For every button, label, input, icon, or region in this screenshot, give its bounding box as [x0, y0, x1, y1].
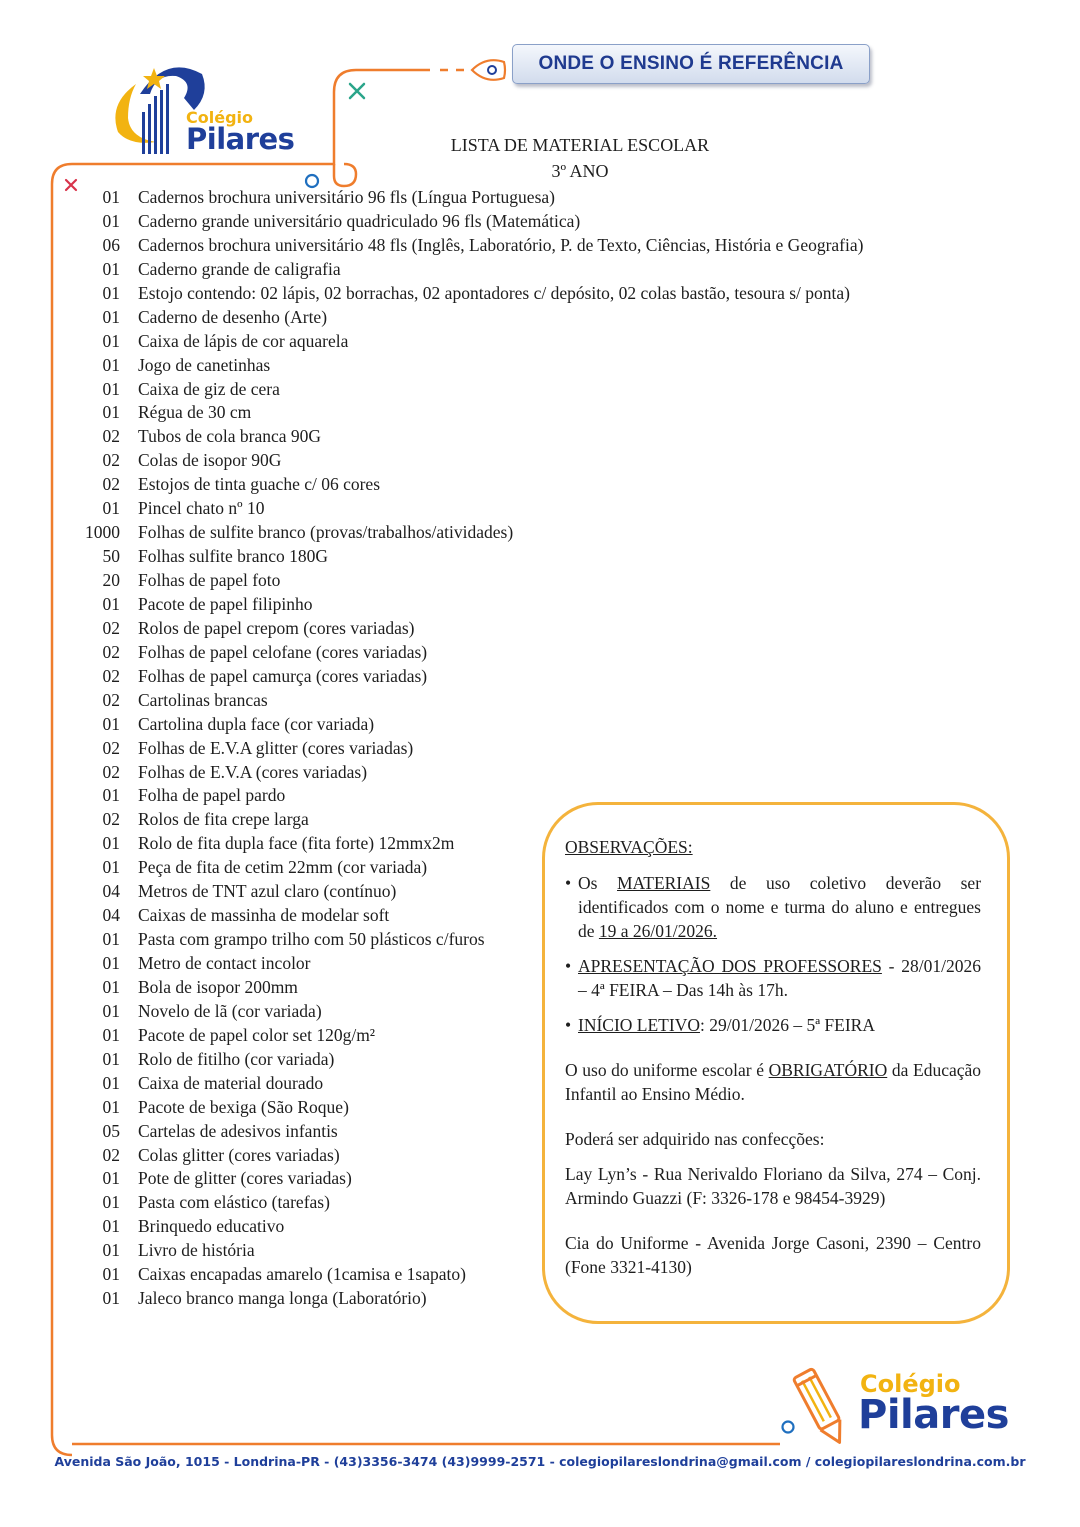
item-description: Cartolinas brancas	[138, 689, 268, 710]
observation-item-start: • INÍCIO LETIVO: 29/01/2026 – 5ª FEIRA	[565, 1015, 875, 1035]
list-item	[72, 593, 863, 617]
item-description: Caderno grande de caligrafia	[138, 258, 341, 279]
item-quantity: 50	[102, 546, 120, 567]
item-quantity: 01	[102, 1048, 120, 1069]
observations-box	[542, 802, 1010, 1324]
list-item	[72, 354, 863, 378]
item-description: Tubos de cola branca 90G	[138, 426, 322, 447]
title-line-2: 3º ANO	[551, 161, 609, 181]
item-description: Cartelas de adesivos infantis	[138, 1120, 338, 1141]
item-description: Pote de glitter (cores variadas)	[138, 1168, 352, 1189]
item-description: Rolo de fitilho (cor variada)	[138, 1048, 335, 1069]
item-description: Rolo de fita dupla face (fita forte) 12mmx2m	[138, 833, 455, 854]
bullet-icon: •	[565, 1015, 572, 1035]
item-description: Colas glitter (cores variadas)	[138, 1144, 340, 1165]
item-description: Folhas de E.V.A glitter (cores variadas)	[138, 737, 414, 758]
list-item	[72, 378, 863, 402]
item-quantity: 01	[102, 498, 120, 519]
item-description: Caixa de material dourado	[138, 1072, 324, 1093]
observation-item-presentation: • APRESENTAÇÃO DOS PROFESSORES - 28/01/2026 – 4ª FEIRA – Das 14h às 17h.	[565, 956, 981, 1000]
item-quantity: 06	[102, 234, 120, 255]
item-description: Colas de isopor 90G	[138, 450, 282, 471]
list-item	[72, 689, 863, 713]
item-description: Folhas de sulfite branco (provas/trabalhos/atividades)	[138, 522, 514, 543]
item-quantity: 01	[102, 976, 120, 997]
item-quantity: 04	[102, 881, 120, 902]
list-item	[72, 497, 863, 521]
item-quantity: 02	[102, 641, 120, 662]
item-description: Caixa de lápis de cor aquarela	[138, 330, 349, 351]
item-quantity: 01	[102, 593, 120, 614]
item-description: Rolos de fita crepe larga	[138, 809, 309, 830]
item-description: Régua de 30 cm	[138, 402, 252, 423]
title-line-1: LISTA DE MATERIAL ESCOLAR	[450, 135, 710, 155]
item-quantity: 01	[102, 282, 120, 303]
list-item	[72, 186, 863, 210]
item-description: Brinquedo educativo	[138, 1216, 285, 1237]
item-description: Metros de TNT azul claro (contínuo)	[138, 881, 397, 902]
item-quantity: 01	[102, 1072, 120, 1093]
item-quantity: 01	[102, 210, 120, 231]
item-description: Jogo de canetinhas	[138, 354, 271, 375]
item-quantity: 05	[102, 1120, 120, 1141]
item-quantity: 02	[102, 809, 120, 830]
item-quantity: 01	[102, 1216, 120, 1237]
item-quantity: 01	[102, 354, 120, 375]
list-item	[72, 521, 863, 545]
list-item	[72, 665, 863, 689]
item-quantity: 01	[102, 1264, 120, 1285]
item-description: Pasta com grampo trilho com 50 plásticos c/furos	[138, 929, 485, 950]
item-quantity: 02	[102, 689, 120, 710]
observation-item-materials: • Os MATERIAIS de uso coletivo deverão ser identificados com o nome e turma do aluno e entregues de 19 a 26/01/2026.	[565, 873, 982, 941]
item-description: Bola de isopor 200mm	[138, 976, 298, 997]
item-quantity: 1000	[85, 522, 120, 543]
list-item	[72, 713, 863, 737]
item-quantity: 01	[102, 833, 120, 854]
item-quantity: 01	[102, 378, 120, 399]
cross-icon-teal	[350, 84, 364, 98]
bullet-icon: •	[565, 956, 572, 976]
observations-heading: OBSERVAÇÕES:	[565, 837, 693, 857]
item-quantity: 02	[102, 450, 120, 471]
logo-text-colegio: Colégio	[186, 108, 253, 127]
list-item	[72, 473, 863, 497]
item-description: Peça de fita de cetim 22mm (cor variada)	[138, 857, 428, 878]
item-quantity: 02	[102, 426, 120, 447]
item-quantity: 02	[102, 737, 120, 758]
item-quantity: 01	[102, 187, 120, 207]
item-description: Estojos de tinta guache c/ 06 cores	[138, 474, 381, 495]
item-description: Cartolina dupla face (cor variada)	[138, 713, 375, 734]
item-description: Livro de história	[138, 1240, 255, 1261]
item-quantity: 04	[102, 905, 120, 926]
item-description: Folhas de papel camurça (cores variadas)	[138, 665, 428, 686]
item-description: Caixa de giz de cera	[138, 378, 280, 399]
footer-contact: Avenida São João, 1015 - Londrina-PR - (43)3356-3474 (43)9999-2571 - colegiopilareslondrina@gmail.com / colegiopilareslondrina.com.br	[54, 1454, 1026, 1469]
logo-text-pilares: Pilares	[858, 1392, 1009, 1438]
list-item	[72, 449, 863, 473]
item-quantity: 01	[102, 402, 120, 423]
list-item	[72, 641, 863, 665]
item-quantity: 02	[102, 665, 120, 686]
item-description: Jaleco branco manga longa (Laboratório)	[138, 1288, 427, 1309]
logo-text-colegio: Colégio	[860, 1370, 961, 1398]
item-description: Caderno de desenho (Arte)	[138, 306, 328, 327]
document-title	[430, 132, 730, 184]
item-description: Pasta com elástico (tarefas)	[138, 1192, 330, 1213]
list-item	[72, 210, 863, 234]
item-quantity: 01	[102, 330, 120, 351]
item-description: Novelo de lã (cor variada)	[138, 1000, 322, 1021]
item-quantity: 01	[102, 713, 120, 734]
list-item	[72, 545, 863, 569]
item-quantity: 01	[102, 306, 120, 327]
store-cia-do-uniforme: Cia do Uniforme - Avenida Jorge Casoni, 2390 – Centro (Fone 3321-4130)	[565, 1233, 981, 1277]
list-item	[72, 234, 863, 258]
item-quantity: 01	[102, 953, 120, 973]
pencil-icon	[778, 1356, 858, 1452]
list-item	[72, 306, 863, 330]
store-lay-lyns: Lay Lyn’s - Rua Nerivaldo Floriano da Silva, 274 – Conj. Armindo Guazzi (F: 3326-178 e 98454-3929)	[565, 1164, 981, 1208]
item-quantity: 01	[102, 1240, 120, 1261]
list-item	[72, 258, 863, 282]
item-description: Rolos de papel crepom (cores variadas)	[138, 617, 415, 638]
item-description: Caixas encapadas amarelo (1camisa e 1sapato)	[138, 1264, 466, 1285]
item-description: Pincel chato nº 10	[138, 498, 265, 519]
item-description: Metro de contact incolor	[138, 953, 311, 973]
item-quantity: 02	[102, 761, 120, 782]
item-description: Folhas de E.V.A (cores variadas)	[138, 761, 368, 782]
item-description: Folhas de papel celofane (cores variadas)	[138, 641, 428, 662]
item-description: Caixas de massinha de modelar soft	[138, 905, 390, 926]
item-description: Folhas de papel foto	[138, 570, 281, 590]
item-quantity: 01	[102, 1192, 120, 1213]
item-quantity: 01	[102, 1288, 120, 1309]
list-item	[72, 737, 863, 761]
item-description: Cadernos brochura universitário 48 fls (Inglês, Laboratório, P. de Texto, Ciências, História e Geografia)	[138, 234, 864, 255]
list-item	[72, 330, 863, 354]
item-quantity: 01	[102, 1168, 120, 1189]
item-quantity: 02	[102, 1144, 120, 1165]
item-description: Folha de papel pardo	[138, 785, 286, 806]
item-description: Pacote de papel filipinho	[138, 593, 313, 614]
item-quantity: 01	[102, 1000, 120, 1021]
item-quantity: 20	[102, 570, 120, 590]
item-description: Estojo contendo: 02 lápis, 02 borrachas, 02 apontadores c/ depósito, 02 colas bastão, tesoura s/ ponta)	[138, 282, 850, 303]
rocket-icon	[472, 60, 505, 80]
item-description: Pacote de bexiga (São Roque)	[138, 1096, 349, 1117]
list-item	[72, 761, 863, 785]
item-quantity: 01	[102, 1024, 120, 1045]
slogan-banner: ONDE O ENSINO É REFERÊNCIA	[512, 44, 870, 84]
list-item	[72, 617, 863, 641]
item-quantity: 01	[102, 1096, 120, 1117]
bullet-icon: •	[565, 873, 572, 893]
item-description: Pacote de papel color set 120g/m²	[138, 1024, 376, 1045]
item-quantity: 02	[102, 474, 120, 495]
school-logo	[106, 54, 306, 160]
item-description: Cadernos brochura universitário 96 fls (Língua Portuguesa)	[138, 187, 555, 207]
item-quantity: 02	[102, 617, 120, 638]
item-quantity: 01	[102, 785, 120, 806]
item-description: Folhas sulfite branco 180G	[138, 546, 329, 567]
uniform-notice: O uso do uniforme escolar é OBRIGATÓRIO da Educação Infantil ao Ensino Médio.	[565, 1060, 982, 1104]
item-quantity: 01	[102, 258, 120, 279]
logo-text-pilares: Pilares	[186, 122, 295, 156]
list-item	[72, 569, 863, 593]
item-quantity: 01	[102, 857, 120, 878]
list-item	[72, 282, 863, 306]
list-item	[72, 401, 863, 425]
school-logo-bottom	[778, 1356, 1038, 1452]
acquire-notice: Poderá ser adquirido nas confecções:	[565, 1129, 825, 1149]
list-item	[72, 425, 863, 449]
item-quantity: 01	[102, 929, 120, 950]
item-description: Caderno grande universitário quadriculado 96 fls (Matemática)	[138, 210, 581, 231]
